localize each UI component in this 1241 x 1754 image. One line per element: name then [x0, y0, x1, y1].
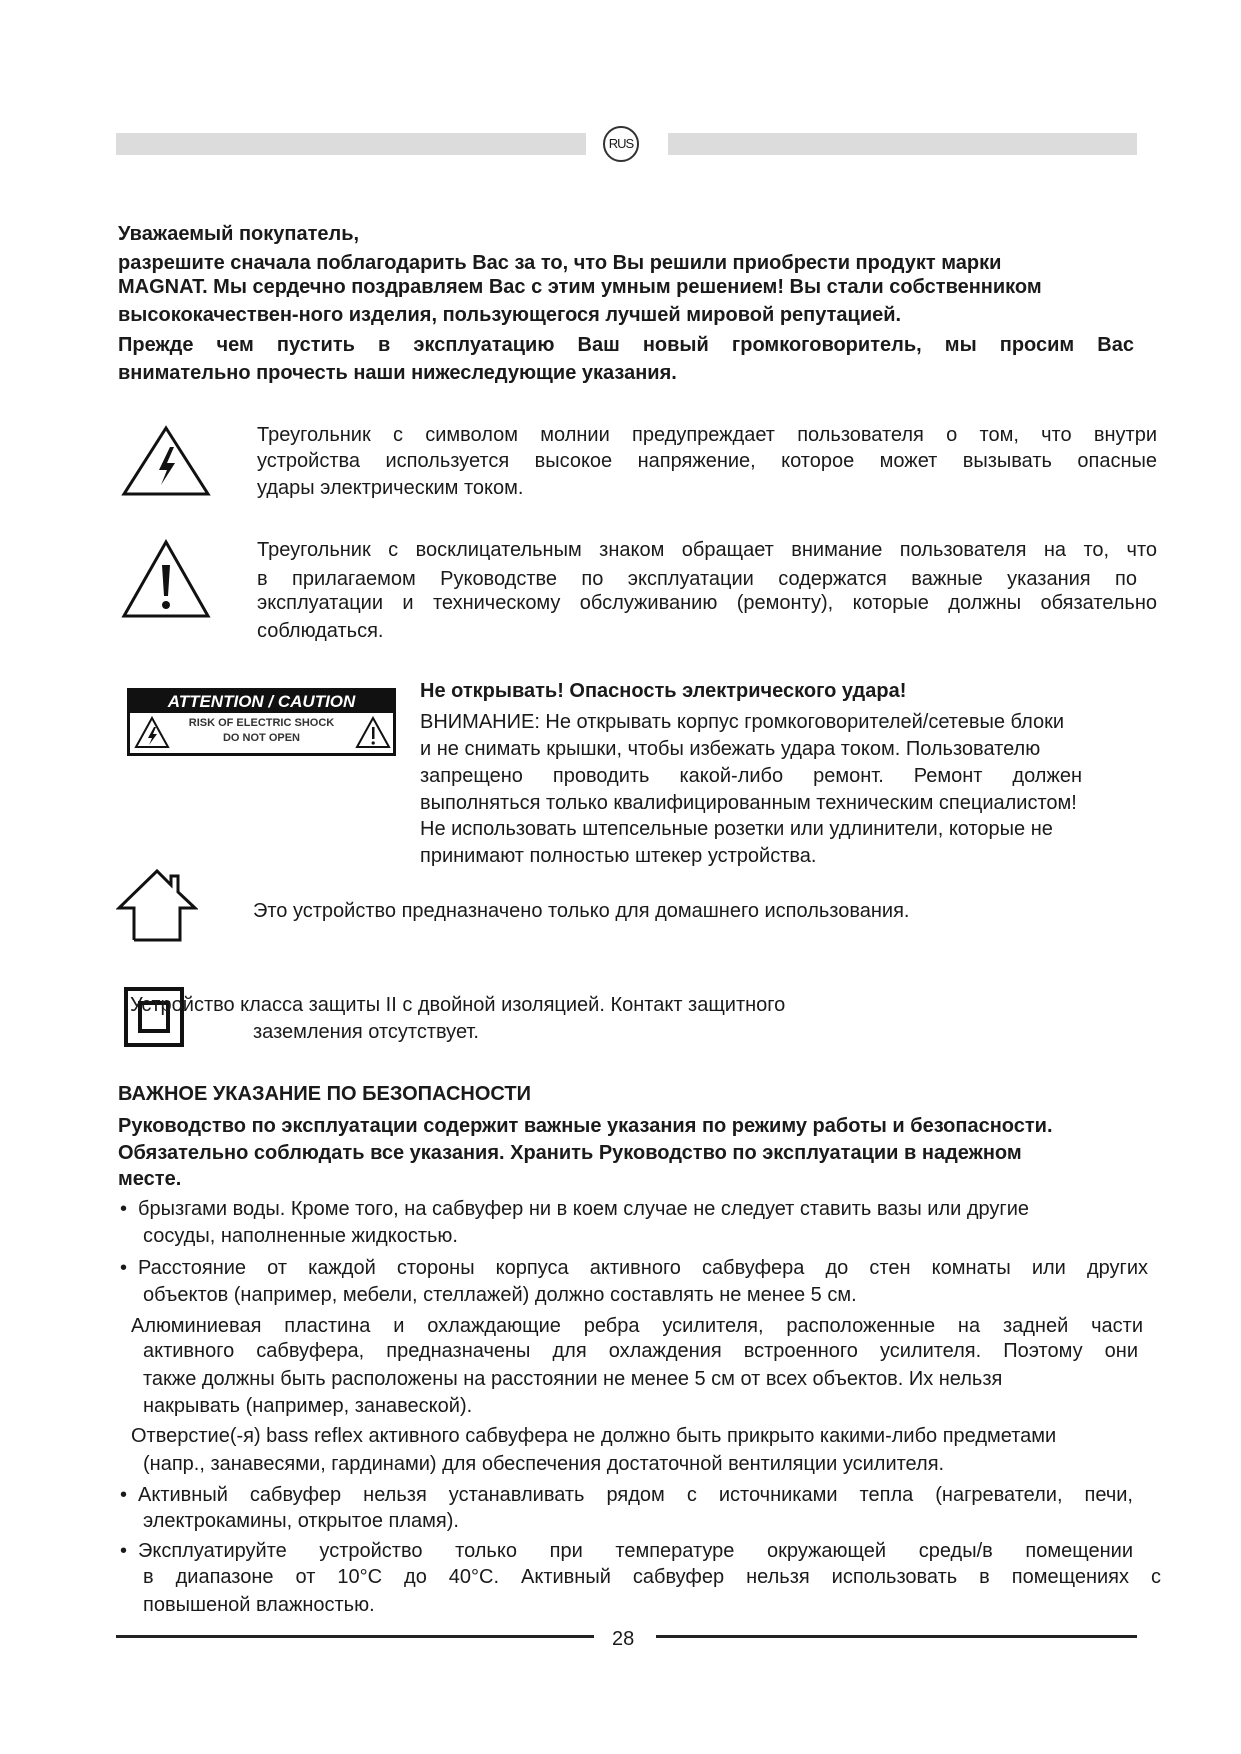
- bullet: •: [120, 1484, 128, 1506]
- caution-label-title: ATTENTION / CAUTION: [130, 691, 393, 713]
- safety-item-line: Эксплуатируйте устройство только при температуре окружающей среды/в помещении: [138, 1540, 1133, 1562]
- safety-item-line: брызгами воды. Кроме того, на сабвуфер ни в коем случае не следует ставить вазы или другие: [138, 1198, 1030, 1220]
- exclamation-text-line: в прилагаемом Руководстве по эксплуатации содержатся важные указания по: [257, 568, 1137, 590]
- lightning-small-icon: [134, 716, 170, 749]
- greeting: Уважаемый покупатель,: [118, 223, 360, 245]
- lightning-warning-icon: [121, 425, 211, 497]
- exclamation-text-line: соблюдаться.: [257, 620, 384, 642]
- exclamation-warning-icon: [121, 539, 211, 619]
- safety-item-line: также должны быть расположены на расстоянии не менее 5 см от всех объектов. Их нельзя: [143, 1368, 1003, 1390]
- safety-item-line: накрывать (например, занавеской).: [143, 1395, 473, 1417]
- lightning-text-line: Треугольник с символом молнии предупреждает пользователя о том, что внутри: [257, 424, 1157, 446]
- home-use-text: Это устройство предназначено только для домашнего использования.: [253, 900, 910, 922]
- caution-text-line: и не снимать крышки, чтобы избежать удара током. Пользователю: [420, 738, 1041, 760]
- caution-text-line: ВНИМАНИЕ: Не открывать корпус громкоговорителей/сетевые блоки: [420, 711, 1065, 733]
- safety-item-line: (напр., занавесями, гардинами) для обеспечения достаточной вентиляции усилителя.: [143, 1453, 945, 1475]
- intro-line: Прежде чем пустить в эксплуатацию Ваш новый громкоговоритель, мы просим Вас: [118, 334, 1134, 356]
- safety-item-line: Расстояние от каждой стороны корпуса активного сабвуфера до стен комнаты или других: [138, 1257, 1148, 1279]
- intro-line: высококачествен-ного изделия, пользующегося лучшей мировой репутацией.: [118, 304, 902, 326]
- exclamation-text-line: эксплуатации и техническому обслуживанию (ремонту), которые должны обязательно: [257, 592, 1157, 614]
- safety-item-line: в диапазоне от 10°C до 40°C. Активный сабвуфер нельзя использовать в помещениях с: [143, 1566, 1161, 1588]
- safety-item-line: электрокамины, открытое пламя).: [143, 1510, 459, 1532]
- bullet: •: [120, 1257, 128, 1279]
- caution-text-line: Не использовать штепсельные розетки или удлинители, которые не: [420, 818, 1053, 840]
- safety-title: ВАЖНОЕ УКАЗАНИЕ ПО БЕЗОПАСНОСТИ: [118, 1083, 531, 1105]
- intro-line: внимательно прочесть наши нижеследующие указания.: [118, 362, 677, 384]
- safety-item-line: повышеной влажностью.: [143, 1594, 375, 1616]
- footer-rule-left: [116, 1635, 594, 1638]
- safety-item-line: активного сабвуфера, предназначены для охлаждения встроенного усилителя. Поэтому они: [143, 1340, 1138, 1362]
- house-icon: [116, 868, 198, 942]
- bullet: •: [120, 1540, 128, 1562]
- exclamation-text-line: Треугольник с восклицательным знаком обращает внимание пользователя на то, что: [257, 539, 1157, 561]
- safety-bold-line: Обязательно соблюдать все указания. Хранить Руководство по эксплуатации в надежном: [118, 1142, 1022, 1164]
- header-bar-right: [668, 133, 1137, 155]
- safety-item-line: объектов (например, мебели, стеллажей) должно составлять не менее 5 см.: [143, 1284, 857, 1306]
- exclamation-small-icon: [355, 716, 391, 749]
- safety-item-line: Алюминиевая пластина и охлаждающие ребра усилителя, расположенные на задней части: [131, 1315, 1143, 1337]
- header-bar-left: [116, 133, 586, 155]
- caution-text-line: выполняться только квалифицированным техническим специалистом!: [420, 792, 1077, 814]
- safety-bold-line: Руководство по эксплуатации содержит важные указания по режиму работы и безопасности.: [118, 1115, 1053, 1137]
- safety-bold-line: месте.: [118, 1168, 182, 1190]
- caution-label-line: RISK OF ELECTRIC SHOCK: [188, 717, 335, 729]
- caution-heading: Не открывать! Опасность электрического удара!: [420, 680, 907, 702]
- safety-item-line: Активный сабвуфер нельзя устанавливать рядом с источниками тепла (нагреватели, печи,: [138, 1484, 1133, 1506]
- intro-line: разрешите сначала поблагодарить Вас за то, что Вы решили приобрести продукт марки: [118, 252, 1002, 274]
- lightning-text-line: устройства используется высокое напряжение, которое может вызывать опасные: [257, 450, 1157, 472]
- class2-text-line: заземления отсутствует.: [253, 1021, 479, 1043]
- page-number: 28: [612, 1628, 635, 1650]
- language-badge: RUS: [603, 126, 639, 162]
- safety-item-line: Отверстие(-я) bass reflex активного сабвуфера не должно быть прикрыто какими-либо предметами: [131, 1425, 1057, 1447]
- intro-line: MAGNAT. Мы сердечно поздравляем Вас с этим умным решением! Вы стали собственником: [118, 276, 1042, 298]
- caution-text-line: принимают полностью штекер устройства.: [420, 845, 817, 867]
- caution-label-line: DO NOT OPEN: [222, 732, 300, 744]
- lightning-text-line: удары электрическим током.: [257, 477, 524, 499]
- caution-text-line: запрещено проводить какой-либо ремонт. Ремонт должен: [420, 765, 1082, 787]
- bullet: •: [120, 1198, 128, 1220]
- class2-text-line: Устройство класса защиты II с двойной изоляцией. Контакт защитного: [130, 994, 786, 1016]
- footer-rule-right: [656, 1635, 1137, 1638]
- caution-label: [127, 688, 396, 756]
- safety-item-line: сосуды, наполненные жидкостью.: [143, 1225, 458, 1247]
